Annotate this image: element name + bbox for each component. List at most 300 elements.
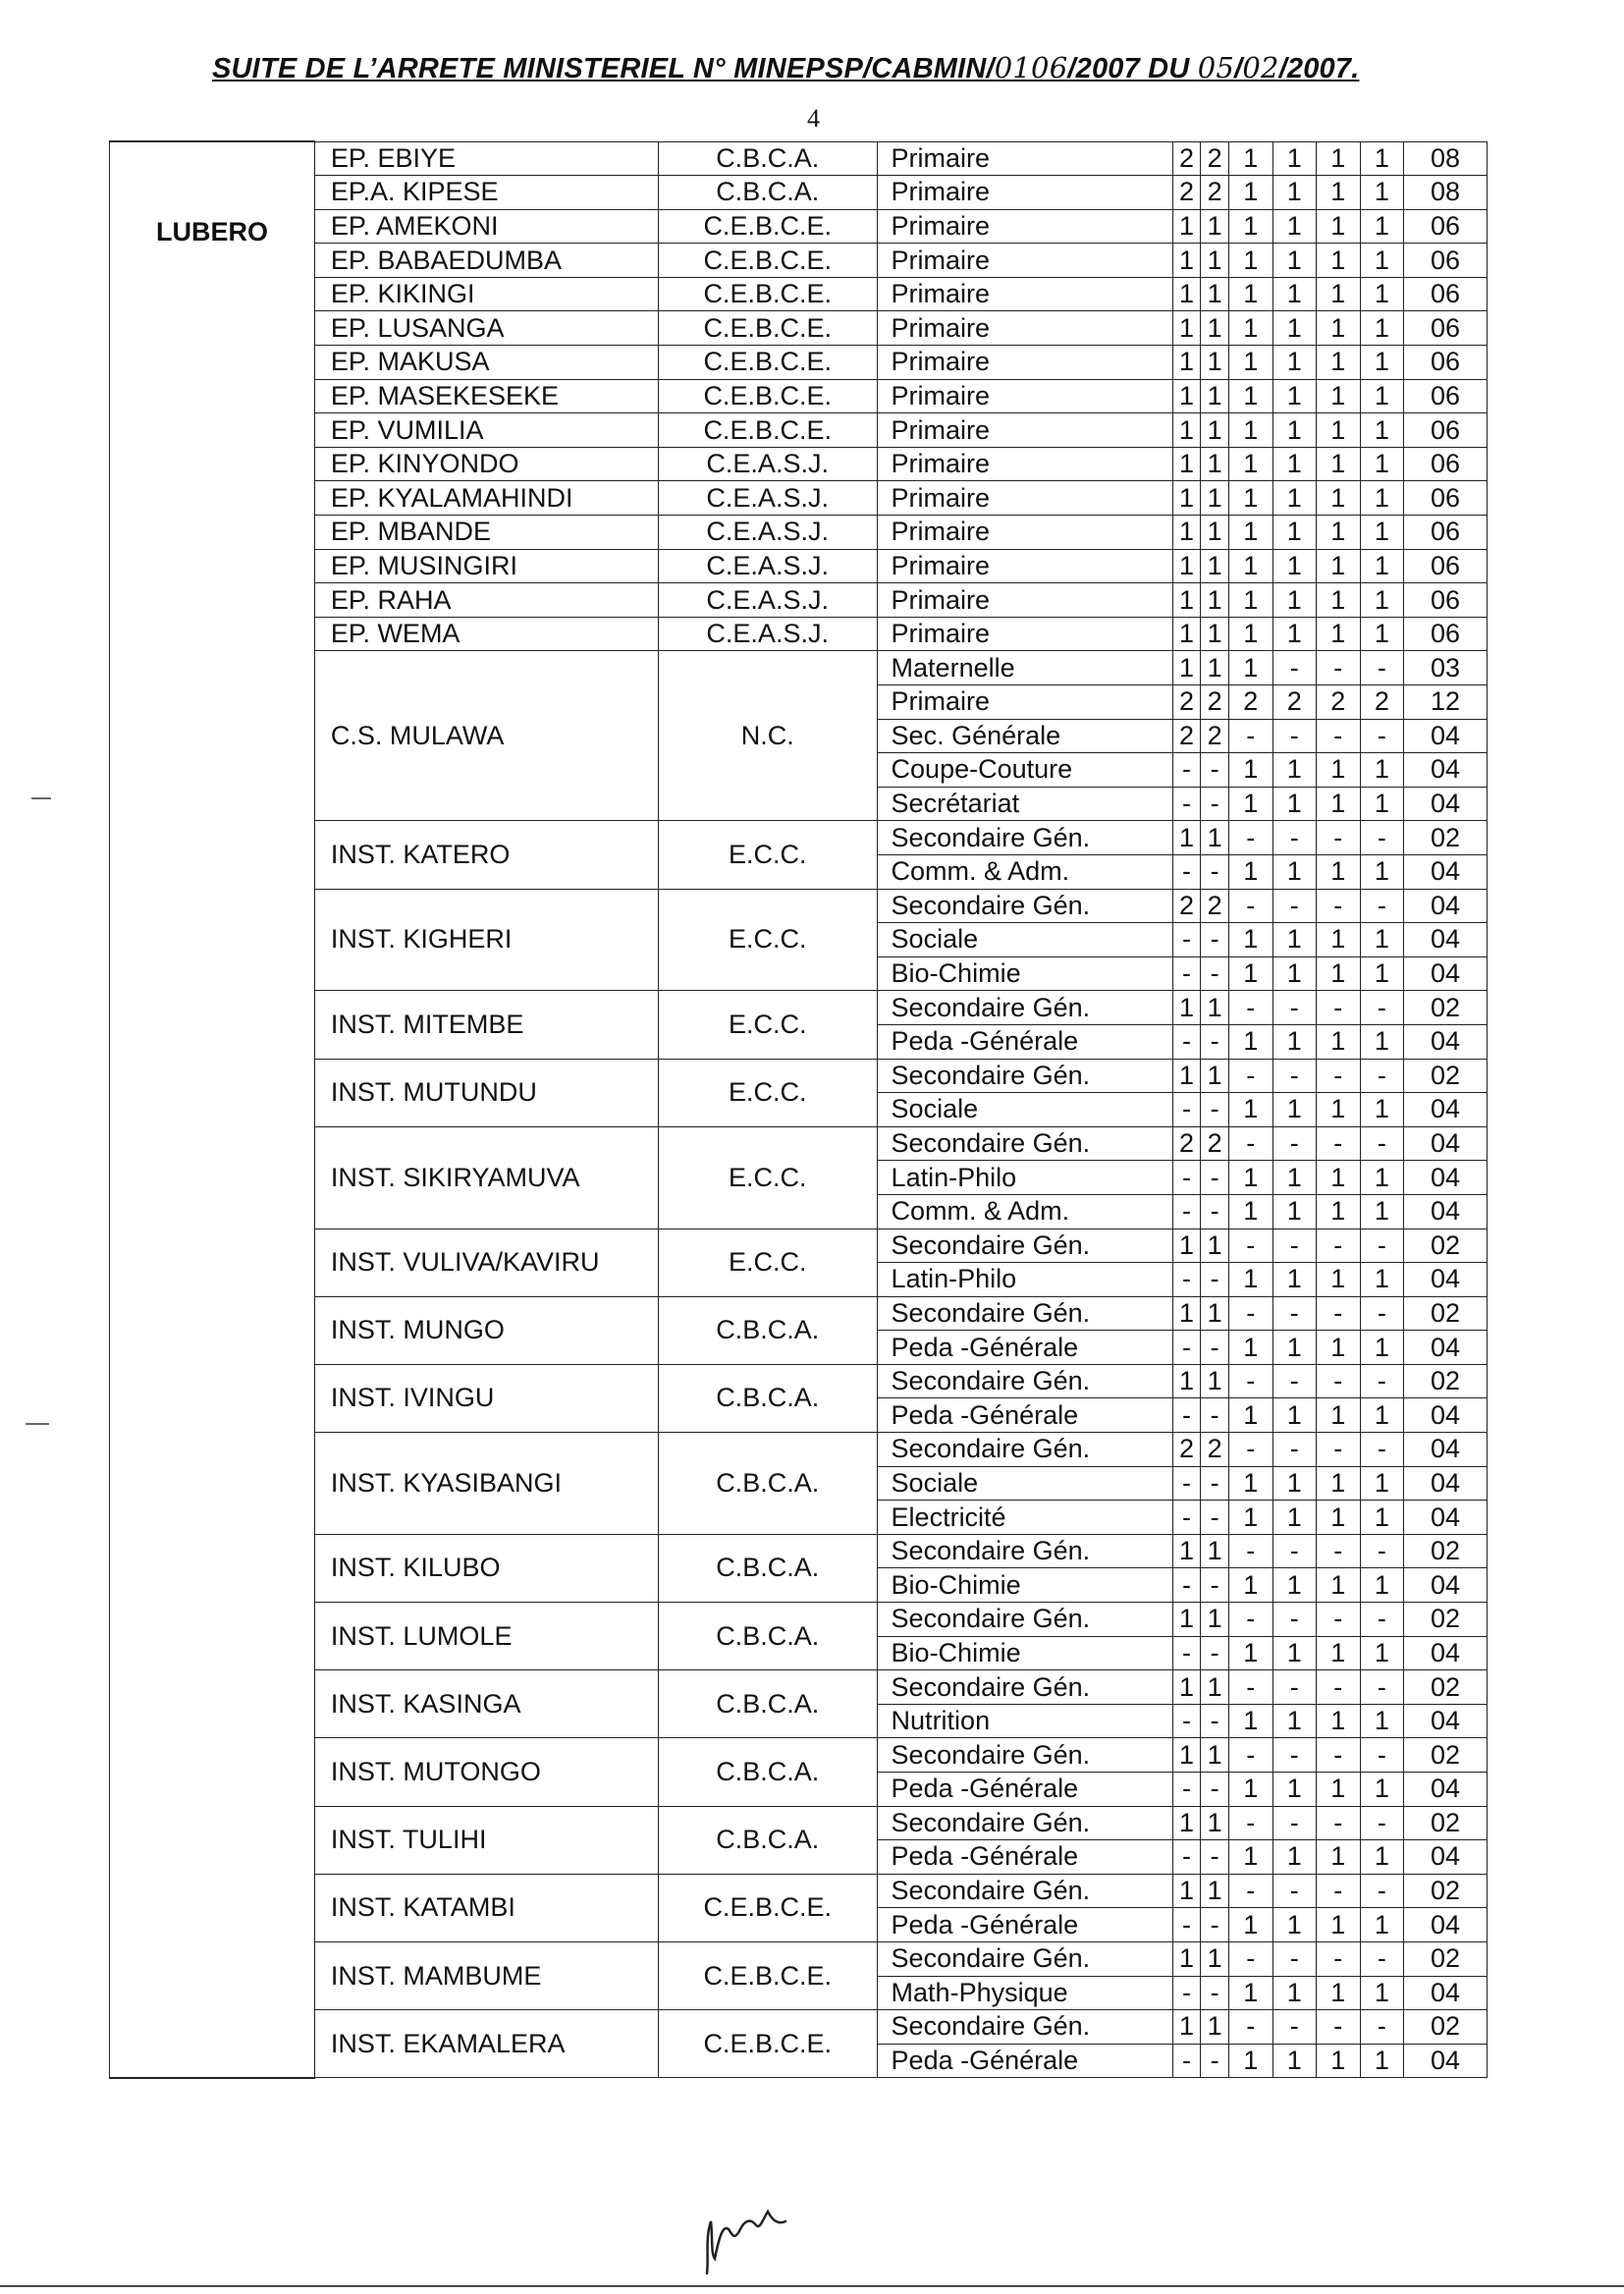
class-count-2: - (1201, 1398, 1229, 1433)
class-count-4: 1 (1272, 1194, 1317, 1229)
class-count-5: 1 (1317, 2044, 1361, 2078)
section-total: 06 (1404, 311, 1488, 346)
class-count-2: 1 (1201, 1534, 1229, 1568)
class-count-2: - (1201, 1976, 1229, 2010)
class-count-3: 1 (1228, 209, 1272, 244)
section-label: Sociale (877, 1093, 1172, 1127)
school-regime: C.E.B.C.E. (658, 1874, 877, 1941)
table-row (110, 2010, 1488, 2045)
class-count-6: 1 (1360, 753, 1404, 788)
class-count-5: 1 (1317, 1636, 1361, 1670)
table-row (110, 991, 1488, 1025)
section-total: 02 (1404, 1941, 1488, 1976)
class-count-1: 1 (1172, 516, 1201, 550)
section-total: 04 (1404, 1194, 1488, 1229)
school-regime: C.B.C.A. (658, 1364, 877, 1432)
school-name: EP. EBIYE (314, 141, 658, 176)
class-count-3: - (1228, 1670, 1272, 1705)
school-name: INST. KASINGA (314, 1670, 658, 1738)
section-label: Secondaire Gén. (877, 1229, 1172, 1263)
section-label: Primaire (877, 141, 1172, 176)
class-count-4: 1 (1272, 481, 1317, 516)
class-count-1: 1 (1172, 481, 1201, 516)
class-count-4: 1 (1272, 956, 1317, 991)
class-count-1: 1 (1172, 1603, 1201, 1637)
class-count-6: 1 (1360, 1161, 1404, 1195)
class-count-5: 1 (1317, 244, 1361, 278)
table-row (110, 379, 1488, 413)
class-count-2: 1 (1201, 1941, 1229, 1976)
class-count-5: - (1317, 719, 1361, 753)
schools-table (109, 140, 1488, 2079)
class-count-1: 1 (1172, 413, 1201, 448)
class-count-3: 1 (1228, 447, 1272, 481)
section-label: Latin-Philo (877, 1263, 1172, 1297)
class-count-3: 1 (1228, 244, 1272, 278)
class-count-6: 1 (1360, 1908, 1404, 1942)
section-label: Primaire (877, 447, 1172, 481)
school-name: INST. KYASIBANGI (314, 1433, 658, 1535)
class-count-2: - (1201, 2044, 1229, 2078)
school-regime: C.E.B.C.E. (658, 277, 877, 311)
section-label: Peda -Générale (877, 2044, 1172, 2078)
decree-number: 0106 (994, 51, 1068, 84)
class-count-3: - (1228, 821, 1272, 855)
section-label: Peda -Générale (877, 1908, 1172, 1942)
class-count-5: 1 (1317, 1263, 1361, 1297)
class-count-4: 1 (1272, 1331, 1317, 1365)
class-count-1: - (1172, 1568, 1201, 1603)
class-count-1: 1 (1172, 1534, 1201, 1568)
section-label: Secondaire Gén. (877, 1806, 1172, 1840)
section-label: Secondaire Gén. (877, 1433, 1172, 1467)
school-regime: N.C. (658, 651, 877, 821)
section-total: 04 (1404, 1331, 1488, 1365)
class-count-4: 1 (1272, 311, 1317, 346)
section-total: 02 (1404, 1229, 1488, 1263)
class-count-4: - (1272, 821, 1317, 855)
section-label: Secondaire Gén. (877, 1126, 1172, 1161)
class-count-2: - (1201, 1501, 1229, 1535)
class-count-6: - (1360, 651, 1404, 685)
class-count-4: 1 (1272, 787, 1317, 821)
class-count-3: 1 (1228, 1263, 1272, 1297)
school-regime: E.C.C. (658, 889, 877, 991)
class-count-4: 1 (1272, 209, 1317, 244)
section-total: 06 (1404, 549, 1488, 583)
section-label: Primaire (877, 277, 1172, 311)
section-label: Primaire (877, 176, 1172, 210)
class-count-2: 1 (1201, 2010, 1229, 2045)
class-count-5: 1 (1317, 583, 1361, 618)
school-regime: E.C.C. (658, 1126, 877, 1229)
class-count-6: - (1360, 889, 1404, 923)
class-count-1: 1 (1172, 651, 1201, 685)
class-count-1: 1 (1172, 1941, 1201, 1976)
class-count-4: - (1272, 1364, 1317, 1398)
school-regime: C.E.A.S.J. (658, 583, 877, 618)
table-row (110, 1229, 1488, 1263)
heading-middle: /2007 DU (1067, 53, 1198, 84)
class-count-2: 1 (1201, 277, 1229, 311)
class-count-6: 1 (1360, 583, 1404, 618)
school-name: EP. KIKINGI (314, 277, 658, 311)
class-count-1: - (1172, 1161, 1201, 1195)
section-label: Secondaire Gén. (877, 1296, 1172, 1331)
section-label: Secondaire Gén. (877, 991, 1172, 1025)
heading-prefix: SUITE DE L’ARRETE MINISTERIEL N° MINEPSP/CABMIN/ (212, 53, 995, 84)
section-total: 04 (1404, 787, 1488, 821)
class-count-5: 1 (1317, 1466, 1361, 1501)
class-count-2: - (1201, 1773, 1229, 1807)
class-count-4: - (1272, 991, 1317, 1025)
school-regime: C.B.C.A. (658, 1296, 877, 1364)
class-count-2: 2 (1201, 1126, 1229, 1161)
class-count-4: 1 (1272, 1773, 1317, 1807)
class-count-5: 1 (1317, 1024, 1361, 1059)
school-regime: E.C.C. (658, 1229, 877, 1296)
class-count-4: - (1272, 1941, 1317, 1976)
class-count-1: 1 (1172, 1059, 1201, 1093)
class-count-3: 1 (1228, 1908, 1272, 1942)
section-label: Peda -Générale (877, 1024, 1172, 1059)
class-count-3: 1 (1228, 1501, 1272, 1535)
class-count-5: - (1317, 821, 1361, 855)
class-count-2: 1 (1201, 516, 1229, 550)
page-bottom-rule (0, 2285, 1624, 2287)
class-count-5: 1 (1317, 176, 1361, 210)
school-name: EP. LUSANGA (314, 311, 658, 346)
class-count-5: - (1317, 2010, 1361, 2045)
section-label: Primaire (877, 617, 1172, 651)
class-count-5: 1 (1317, 1093, 1361, 1127)
section-label: Secondaire Gén. (877, 1603, 1172, 1637)
class-count-4: 1 (1272, 1263, 1317, 1297)
section-label: Primaire (877, 379, 1172, 413)
class-count-2: 1 (1201, 1806, 1229, 1840)
class-count-3: 1 (1228, 1568, 1272, 1603)
school-regime: C.E.B.C.E. (658, 379, 877, 413)
school-name: EP. BABAEDUMBA (314, 244, 658, 278)
section-total: 04 (1404, 1773, 1488, 1807)
class-count-1: 1 (1172, 1296, 1201, 1331)
class-count-2: 1 (1201, 1874, 1229, 1908)
section-label: Secondaire Gén. (877, 1364, 1172, 1398)
class-count-1: 1 (1172, 311, 1201, 346)
class-count-6: 1 (1360, 176, 1404, 210)
school-name: EP. MASEKESEKE (314, 379, 658, 413)
class-count-5: - (1317, 889, 1361, 923)
class-count-4: 1 (1272, 176, 1317, 210)
class-count-6: - (1360, 1738, 1404, 1773)
section-label: Secrétariat (877, 787, 1172, 821)
class-count-6: 1 (1360, 1466, 1404, 1501)
class-count-2: 2 (1201, 685, 1229, 720)
class-count-1: 2 (1172, 1126, 1201, 1161)
school-name: INST. SIKIRYAMUVA (314, 1126, 658, 1229)
class-count-6: 1 (1360, 2044, 1404, 2078)
class-count-2: 1 (1201, 209, 1229, 244)
school-name: INST. KIGHERI (314, 889, 658, 991)
table-row (110, 481, 1488, 516)
class-count-5: 1 (1317, 549, 1361, 583)
class-count-1: - (1172, 1636, 1201, 1670)
section-label: Primaire (877, 311, 1172, 346)
school-regime: C.E.B.C.E. (658, 311, 877, 346)
class-count-5: 1 (1317, 617, 1361, 651)
class-count-4: - (1272, 1059, 1317, 1093)
school-name: EP. MUSINGIRI (314, 549, 658, 583)
class-count-2: - (1201, 1908, 1229, 1942)
class-count-3: 1 (1228, 516, 1272, 550)
class-count-5: 1 (1317, 1161, 1361, 1195)
school-name: EP. MAKUSA (314, 346, 658, 380)
class-count-2: - (1201, 1466, 1229, 1501)
school-name: INST. MAMBUME (314, 1941, 658, 2009)
class-count-3: 1 (1228, 1398, 1272, 1433)
class-count-2: 1 (1201, 549, 1229, 583)
class-count-6: 1 (1360, 1773, 1404, 1807)
class-count-6: - (1360, 1941, 1404, 1976)
class-count-6: 1 (1360, 1704, 1404, 1738)
class-count-3: 1 (1228, 481, 1272, 516)
class-count-3: - (1228, 1229, 1272, 1263)
class-count-5: - (1317, 1296, 1361, 1331)
table-row (110, 209, 1488, 244)
class-count-1: - (1172, 1024, 1201, 1059)
class-count-4: 1 (1272, 1908, 1317, 1942)
class-count-5: 1 (1317, 854, 1361, 889)
class-count-5: 1 (1317, 1840, 1361, 1875)
section-total: 04 (1404, 753, 1488, 788)
section-total: 02 (1404, 1738, 1488, 1773)
class-count-1: - (1172, 1976, 1201, 2010)
section-total: 02 (1404, 1534, 1488, 1568)
table-row (110, 651, 1488, 685)
class-count-6: 1 (1360, 1331, 1404, 1365)
class-count-5: 1 (1317, 516, 1361, 550)
class-count-6: 1 (1360, 1093, 1404, 1127)
class-count-4: - (1272, 719, 1317, 753)
class-count-4: 1 (1272, 379, 1317, 413)
class-count-3: 1 (1228, 2044, 1272, 2078)
table-row (110, 1806, 1488, 1840)
class-count-6: 1 (1360, 244, 1404, 278)
class-count-3: 1 (1228, 379, 1272, 413)
class-count-6: 1 (1360, 1976, 1404, 2010)
class-count-6: 1 (1360, 1024, 1404, 1059)
class-count-2: - (1201, 1704, 1229, 1738)
section-total: 02 (1404, 1806, 1488, 1840)
class-count-1: - (1172, 1331, 1201, 1365)
class-count-3: 1 (1228, 311, 1272, 346)
section-label: Nutrition (877, 1704, 1172, 1738)
school-name: EP. MBANDE (314, 516, 658, 550)
scan-mark (31, 797, 51, 799)
class-count-6: - (1360, 1059, 1404, 1093)
section-label: Primaire (877, 549, 1172, 583)
class-count-5: 1 (1317, 923, 1361, 957)
table-row (110, 516, 1488, 550)
table-row (110, 617, 1488, 651)
school-regime: C.E.B.C.E. (658, 244, 877, 278)
class-count-3: - (1228, 719, 1272, 753)
section-total: 04 (1404, 1908, 1488, 1942)
table-row (110, 346, 1488, 380)
class-count-6: - (1360, 1296, 1404, 1331)
section-total: 08 (1404, 176, 1488, 210)
class-count-3: - (1228, 1059, 1272, 1093)
school-name: EP.A. KIPESE (314, 176, 658, 210)
class-count-3: 1 (1228, 956, 1272, 991)
class-count-6: 1 (1360, 617, 1404, 651)
class-count-5: - (1317, 1603, 1361, 1637)
table-row (110, 583, 1488, 618)
class-count-2: 1 (1201, 447, 1229, 481)
class-count-5: - (1317, 1670, 1361, 1705)
class-count-4: 1 (1272, 1093, 1317, 1127)
class-count-2: 2 (1201, 719, 1229, 753)
class-count-4: - (1272, 1603, 1317, 1637)
school-name: INST. IVINGU (314, 1364, 658, 1432)
class-count-4: 1 (1272, 1636, 1317, 1670)
school-name: INST. KATERO (314, 821, 658, 889)
signature-initials (699, 2200, 817, 2278)
class-count-1: 1 (1172, 1670, 1201, 1705)
section-label: Primaire (877, 244, 1172, 278)
class-count-6: - (1360, 1670, 1404, 1705)
section-total: 04 (1404, 1093, 1488, 1127)
class-count-2: - (1201, 1568, 1229, 1603)
section-total: 06 (1404, 617, 1488, 651)
school-regime: C.B.C.A. (658, 1806, 877, 1874)
class-count-4: 1 (1272, 1466, 1317, 1501)
class-count-2: 1 (1201, 617, 1229, 651)
section-label: Peda -Générale (877, 1398, 1172, 1433)
class-count-2: - (1201, 1024, 1229, 1059)
class-count-6: 1 (1360, 1840, 1404, 1875)
class-count-4: 1 (1272, 1976, 1317, 2010)
section-total: 04 (1404, 1161, 1488, 1195)
class-count-2: 1 (1201, 1364, 1229, 1398)
class-count-2: - (1201, 753, 1229, 788)
class-count-4: - (1272, 2010, 1317, 2045)
class-count-3: - (1228, 2010, 1272, 2045)
section-label: Bio-Chimie (877, 1636, 1172, 1670)
district-name: LUBERO (110, 141, 315, 2078)
section-total: 04 (1404, 1126, 1488, 1161)
class-count-4: 1 (1272, 923, 1317, 957)
class-count-3: 1 (1228, 346, 1272, 380)
section-total: 04 (1404, 1636, 1488, 1670)
school-name: EP. AMEKONI (314, 209, 658, 244)
table-row (110, 1738, 1488, 1773)
section-total: 03 (1404, 651, 1488, 685)
class-count-4: - (1272, 1670, 1317, 1705)
class-count-3: 1 (1228, 413, 1272, 448)
decree-separator: / (1234, 53, 1243, 84)
class-count-4: - (1272, 1534, 1317, 1568)
section-label: Bio-Chimie (877, 1568, 1172, 1603)
class-count-5: - (1317, 1433, 1361, 1467)
school-regime: C.E.A.S.J. (658, 617, 877, 651)
class-count-4: 1 (1272, 753, 1317, 788)
class-count-3: - (1228, 991, 1272, 1025)
class-count-4: - (1272, 889, 1317, 923)
class-count-1: - (1172, 753, 1201, 788)
class-count-4: 1 (1272, 1398, 1317, 1433)
section-total: 04 (1404, 1398, 1488, 1433)
class-count-3: 1 (1228, 753, 1272, 788)
section-label: Peda -Générale (877, 1773, 1172, 1807)
section-total: 04 (1404, 854, 1488, 889)
document-heading (212, 51, 1420, 85)
section-label: Electricité (877, 1501, 1172, 1535)
class-count-6: 1 (1360, 1501, 1404, 1535)
class-count-5: 1 (1317, 346, 1361, 380)
table-row (110, 1534, 1488, 1568)
class-count-5: - (1317, 1364, 1361, 1398)
class-count-3: 1 (1228, 1466, 1272, 1501)
section-label: Primaire (877, 481, 1172, 516)
class-count-6: 1 (1360, 854, 1404, 889)
class-count-3: - (1228, 1603, 1272, 1637)
section-total: 02 (1404, 1364, 1488, 1398)
class-count-1: - (1172, 1501, 1201, 1535)
section-total: 06 (1404, 447, 1488, 481)
class-count-3: 1 (1228, 176, 1272, 210)
class-count-1: 2 (1172, 685, 1201, 720)
section-total: 02 (1404, 1670, 1488, 1705)
class-count-2: - (1201, 1093, 1229, 1127)
class-count-3: - (1228, 1364, 1272, 1398)
class-count-3: - (1228, 1874, 1272, 1908)
table-row (110, 821, 1488, 855)
class-count-4: 1 (1272, 516, 1317, 550)
section-total: 04 (1404, 1840, 1488, 1875)
class-count-6: 1 (1360, 1636, 1404, 1670)
class-count-2: - (1201, 956, 1229, 991)
class-count-6: 1 (1360, 346, 1404, 380)
class-count-5: - (1317, 1941, 1361, 1976)
class-count-5: 1 (1317, 1976, 1361, 2010)
class-count-4: 1 (1272, 413, 1317, 448)
class-count-1: 1 (1172, 379, 1201, 413)
class-count-5: 1 (1317, 379, 1361, 413)
section-label: Math-Physique (877, 1976, 1172, 2010)
class-count-3: 1 (1228, 617, 1272, 651)
class-count-6: 1 (1360, 209, 1404, 244)
school-regime: C.B.C.A. (658, 1738, 877, 1806)
class-count-3: 1 (1228, 1331, 1272, 1365)
class-count-6: 1 (1360, 549, 1404, 583)
section-label: Primaire (877, 413, 1172, 448)
class-count-2: 2 (1201, 1433, 1229, 1467)
class-count-4: 1 (1272, 1704, 1317, 1738)
school-name: EP. KYALAMAHINDI (314, 481, 658, 516)
class-count-3: 1 (1228, 1773, 1272, 1807)
section-total: 04 (1404, 1568, 1488, 1603)
class-count-2: 1 (1201, 1670, 1229, 1705)
section-total: 06 (1404, 481, 1488, 516)
class-count-6: 1 (1360, 413, 1404, 448)
class-count-6: - (1360, 1433, 1404, 1467)
class-count-2: 1 (1201, 244, 1229, 278)
class-count-5: 1 (1317, 277, 1361, 311)
class-count-1: 1 (1172, 617, 1201, 651)
class-count-3: - (1228, 1534, 1272, 1568)
class-count-4: 1 (1272, 854, 1317, 889)
